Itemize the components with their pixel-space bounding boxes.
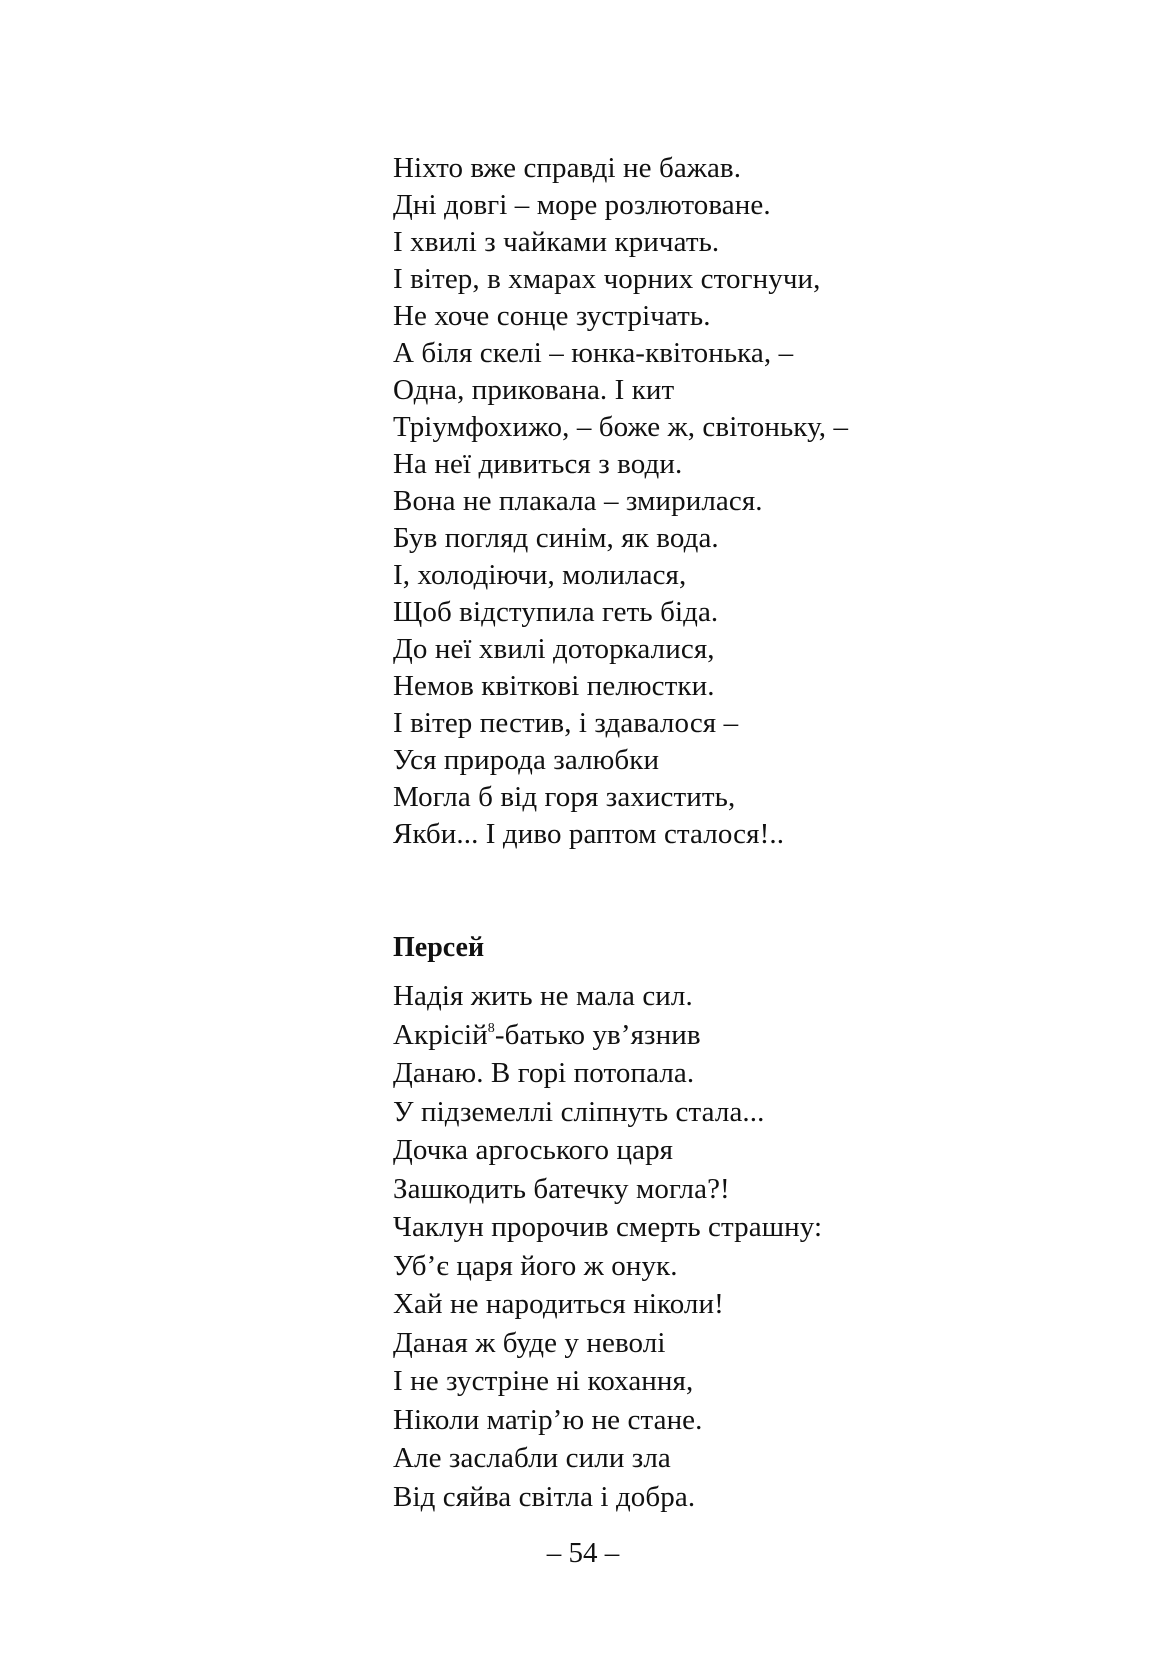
poem-line: На неї дивиться з води. bbox=[393, 448, 683, 480]
poem-line: У підземеллі сліпнуть стала... bbox=[393, 1095, 765, 1128]
poem-line: І вітер пестив, і здавалося – bbox=[393, 707, 739, 739]
poem-line: Уся природа залюбки bbox=[393, 744, 660, 776]
poem-line: Ніхто вже справді не бажав. bbox=[393, 152, 742, 184]
poem-line: Дочка аргоського царя bbox=[393, 1134, 674, 1166]
poem-line: І хвилі з чайками кричать. bbox=[393, 226, 720, 258]
poem-stanza bbox=[393, 977, 1013, 1516]
poem-line: Данаю. В горі потопала. bbox=[393, 1057, 695, 1089]
poem-line-with-footnote bbox=[393, 1016, 1013, 1055]
poem-line: Зашкодить батечку могла?! bbox=[393, 1172, 730, 1205]
poem-line: Але заслабли сили зла bbox=[393, 1442, 671, 1474]
poem-line: Надія жить не мала сил. bbox=[393, 980, 693, 1012]
poem-stanza bbox=[393, 150, 1013, 853]
poem-line: Могла б від горя захистить, bbox=[393, 781, 736, 813]
poem-line: А біля скелі – юнка-квітонька, – bbox=[393, 337, 794, 369]
poem-line: Вона не плакала – змирилася. bbox=[393, 485, 763, 517]
footnote-marker: 8 bbox=[487, 1020, 495, 1036]
poem-line: Від сяйва світла і добра. bbox=[393, 1480, 696, 1513]
poem-line: Дні довгі – море розлютоване. bbox=[393, 189, 771, 221]
section-heading: Персей bbox=[393, 932, 485, 963]
poem-line: Хай не народиться ніколи! bbox=[393, 1288, 724, 1320]
poem-line: Був погляд синім, як вода. bbox=[393, 522, 719, 554]
poem-line: Немов квіткові пелюстки. bbox=[393, 670, 715, 702]
poem-line: Уб’є царя його ж онук. bbox=[393, 1249, 678, 1282]
poem-line: Не хоче сонце зустрічать. bbox=[393, 300, 711, 332]
poem-line: Одна, прикована. І кит bbox=[393, 374, 675, 406]
poem-line: Тріумфохижо, – боже ж, світоньку, – bbox=[393, 411, 849, 443]
poem-line: Якби... І диво раптом сталося!.. bbox=[393, 818, 785, 850]
poem-line: До неї хвилі доторкалися, bbox=[393, 633, 715, 665]
poem-line: І, холодіючи, молилася, bbox=[393, 559, 687, 591]
page-number: – 54 – bbox=[546, 1537, 620, 1569]
poem-line: Щоб відступила геть біда. bbox=[393, 596, 719, 628]
poem-line: І вітер, в хмарах чорних стогнучи, bbox=[393, 263, 821, 295]
line-text-after-footnote: -батько ув’язнив bbox=[494, 1018, 701, 1051]
poem-line: Чаклун пророчив смерть страшну: bbox=[393, 1211, 823, 1243]
poem-line: Даная ж буде у неволі bbox=[393, 1326, 666, 1359]
poem-line: Ніколи матір’ю не стане. bbox=[393, 1403, 703, 1436]
poem-line: І не зустріне ні кохання, bbox=[393, 1365, 694, 1397]
line-text-before-footnote: Акрісій bbox=[393, 1018, 488, 1051]
